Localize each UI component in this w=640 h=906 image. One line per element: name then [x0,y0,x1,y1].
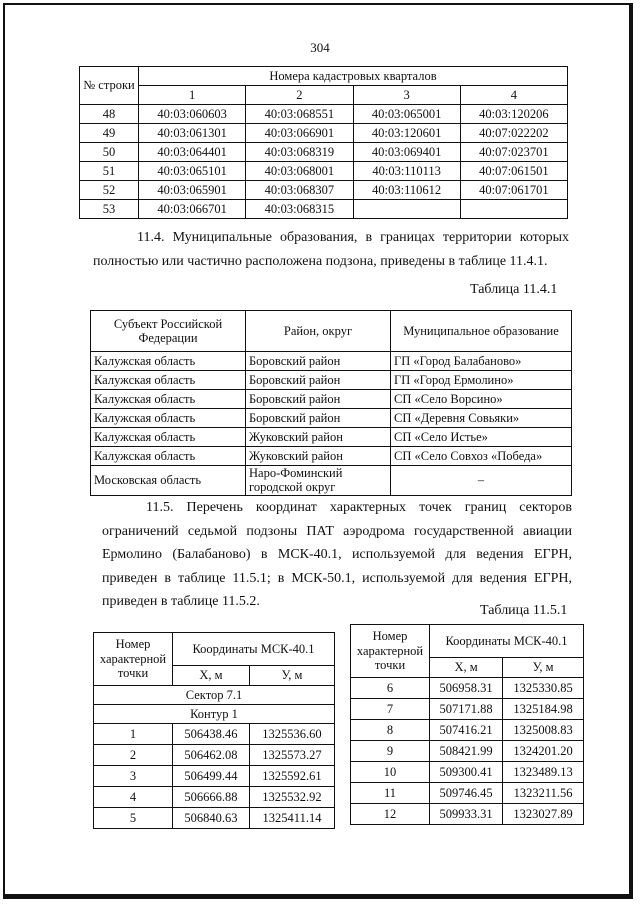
table-row [80,143,568,162]
point-number: 1 [94,724,173,745]
cadastral-number: 40:07:061501 [460,162,567,181]
point-number: 12 [351,804,430,825]
municipality-cell: СП «Село Совхоз «Победа» [391,447,572,466]
x-coordinate: 506958.31 [430,678,503,699]
y-coordinate: 1325592.61 [249,766,334,787]
district-cell: Боровский район [246,409,391,428]
table-row [94,787,335,808]
cadastral-number: 40:03:068307 [246,181,353,200]
point-number: 3 [94,766,173,787]
paragraph-11-4-text: 11.4. Муниципальные образования, в границах территории которых полностью или частично расположена подзона, приведены в таблице 11.4.1. [93,230,569,269]
cadastral-number: 40:03:110612 [353,181,460,200]
paragraph-11-5-text: 11.5. Перечень координат характерных точек границ секторов ограничений седьмой подзоны ПАТ аэродрома государственной авиации Ермолино (Балабаново) в МСК-40.1, используемой для ведения ЕГРН, приведен в таблице 11.5.1; в МСК-50.1, используемой для ведения ЕГРН, приведен в таблице 11.5.2. [102,500,572,609]
municipality-cell: СП «Деревня Совьяки» [391,409,572,428]
district-cell: Наро-Фоминский городской округ [246,466,391,496]
table-row [94,724,335,745]
cadastral-number: 40:03:068319 [246,143,353,162]
contour-label: Контур 1 [94,705,335,724]
point-number: 4 [94,787,173,808]
row-number: 48 [80,105,139,124]
district-header: Район, округ [246,311,391,352]
table-row [351,741,584,762]
cadastral-number: 40:03:068315 [246,200,353,219]
row-number: 49 [80,124,139,143]
y-coordinate: 1325330.85 [503,678,584,699]
point-number: 6 [351,678,430,699]
y-coordinate: 1325536.60 [249,724,334,745]
x-coordinate: 506499.44 [173,766,250,787]
cadastral-number: 40:03:065001 [353,105,460,124]
x-coordinate: 509746.45 [430,783,503,804]
y-header: У, м [503,657,584,677]
subject-cell: Калужская область [91,447,246,466]
table-row [351,783,584,804]
municipality-cell: – [391,466,572,496]
table-row [94,745,335,766]
x-coordinate: 509933.31 [430,804,503,825]
cadastral-number: 40:07:061701 [460,181,567,200]
municipal-table-body [91,352,572,496]
table-row [351,678,584,699]
point-number: 7 [351,699,430,720]
point-number: 2 [94,745,173,766]
table-caption-11-5-1: Таблица 11.5.1 [480,603,568,618]
point-number: 10 [351,762,430,783]
y-coordinate: 1324201.20 [503,741,584,762]
subject-cell: Калужская область [91,428,246,447]
cadastral-number: 40:03:066701 [139,200,246,219]
column-number-row [80,86,568,105]
municipality-cell: СП «Село Ворсино» [391,390,572,409]
cadastral-number: 40:03:120206 [460,105,567,124]
table-row [351,699,584,720]
cadastral-number: 40:03:065901 [139,181,246,200]
row-number: 51 [80,162,139,181]
x-coordinate: 506666.88 [173,787,250,808]
table-row [91,428,572,447]
table-row [91,371,572,390]
paragraph-11-4 [93,226,569,273]
point-number: 11 [351,783,430,804]
table-row [94,766,335,787]
district-cell: Жуковский район [246,447,391,466]
column-number: 2 [246,86,353,105]
y-coordinate: 1325532.92 [249,787,334,808]
y-coordinate: 1323489.13 [503,762,584,783]
point-number: 8 [351,720,430,741]
municipality-header: Муниципальное образование [391,311,572,352]
coordinates-left-body [94,724,335,829]
cadastral-number: 40:03:120601 [353,124,460,143]
table-row [91,447,572,466]
page-number: 304 [310,40,330,55]
table-caption-11-4-1: Таблица 11.4.1 [470,282,558,297]
cadastral-number: 40:03:110113 [353,162,460,181]
cadastral-number [353,200,460,219]
table-row [94,808,335,829]
coordinates-table-right [350,624,584,825]
subject-cell: Калужская область [91,409,246,428]
point-number-header: Номер характерной точки [351,625,430,678]
municipality-cell: СП «Село Истье» [391,428,572,447]
district-cell: Боровский район [246,352,391,371]
table-row [91,409,572,428]
coordinates-right-body [351,678,584,825]
x-coordinate: 508421.99 [430,741,503,762]
row-number-header: № строки [80,67,139,105]
point-number: 9 [351,741,430,762]
municipal-formations-table [90,310,572,496]
sector-label: Сектор 7.1 [94,686,335,705]
municipality-cell: ГП «Город Ермолино» [391,371,572,390]
cadastral-number: 40:03:060603 [139,105,246,124]
table-row [91,466,572,496]
cadastral-quarters-table [79,66,568,219]
subject-cell: Московская область [91,466,246,496]
y-coordinate: 1325008.83 [503,720,584,741]
subject-cell: Калужская область [91,352,246,371]
table-row [80,162,568,181]
cadastral-number: 40:07:023701 [460,143,567,162]
paragraph-11-5 [102,496,572,614]
subject-cell: Калужская область [91,371,246,390]
x-coordinate: 506462.08 [173,745,250,766]
y-coordinate: 1325573.27 [249,745,334,766]
cadastral-group-header: Номера кадастровых кварталов [139,67,568,86]
coordinates-table-left [93,632,335,829]
cadastral-number: 40:03:065101 [139,162,246,181]
x-coordinate: 509300.41 [430,762,503,783]
cadastral-number: 40:03:068001 [246,162,353,181]
cadastral-number: 40:03:066901 [246,124,353,143]
column-number: 3 [353,86,460,105]
table-row [80,181,568,200]
y-coordinate: 1325184.98 [503,699,584,720]
y-coordinate: 1325411.14 [249,808,334,829]
x-coordinate: 506438.46 [173,724,250,745]
cadastral-number: 40:03:068551 [246,105,353,124]
cadastral-number: 40:03:069401 [353,143,460,162]
coordinates-header: Координаты МСК-40.1 [430,625,584,658]
table-row [91,352,572,371]
cadastral-table-body [80,105,568,219]
y-header: У, м [249,665,334,685]
row-number: 52 [80,181,139,200]
cadastral-number: 40:07:022202 [460,124,567,143]
cadastral-number: 40:03:061301 [139,124,246,143]
x-header: X, м [173,665,250,685]
y-coordinate: 1323211.56 [503,783,584,804]
x-coordinate: 507171.88 [430,699,503,720]
column-number: 1 [139,86,246,105]
table-row [351,804,584,825]
table-row [80,124,568,143]
subject-header: Субъект Российской Федерации [91,311,246,352]
x-header: X, м [430,657,503,677]
district-cell: Боровский район [246,390,391,409]
row-number: 50 [80,143,139,162]
y-coordinate: 1323027.89 [503,804,584,825]
table-row [91,390,572,409]
table-row [351,762,584,783]
municipality-cell: ГП «Город Балабаново» [391,352,572,371]
x-coordinate: 507416.21 [430,720,503,741]
row-number: 53 [80,200,139,219]
table-row [80,200,568,219]
cadastral-number [460,200,567,219]
table-row [351,720,584,741]
column-number: 4 [460,86,567,105]
coordinates-header: Координаты МСК-40.1 [173,633,335,666]
subject-cell: Калужская область [91,390,246,409]
x-coordinate: 506840.63 [173,808,250,829]
point-number-header: Номер характерной точки [94,633,173,686]
district-cell: Жуковский район [246,428,391,447]
district-cell: Боровский район [246,371,391,390]
cadastral-number: 40:03:064401 [139,143,246,162]
point-number: 5 [94,808,173,829]
table-row [80,105,568,124]
